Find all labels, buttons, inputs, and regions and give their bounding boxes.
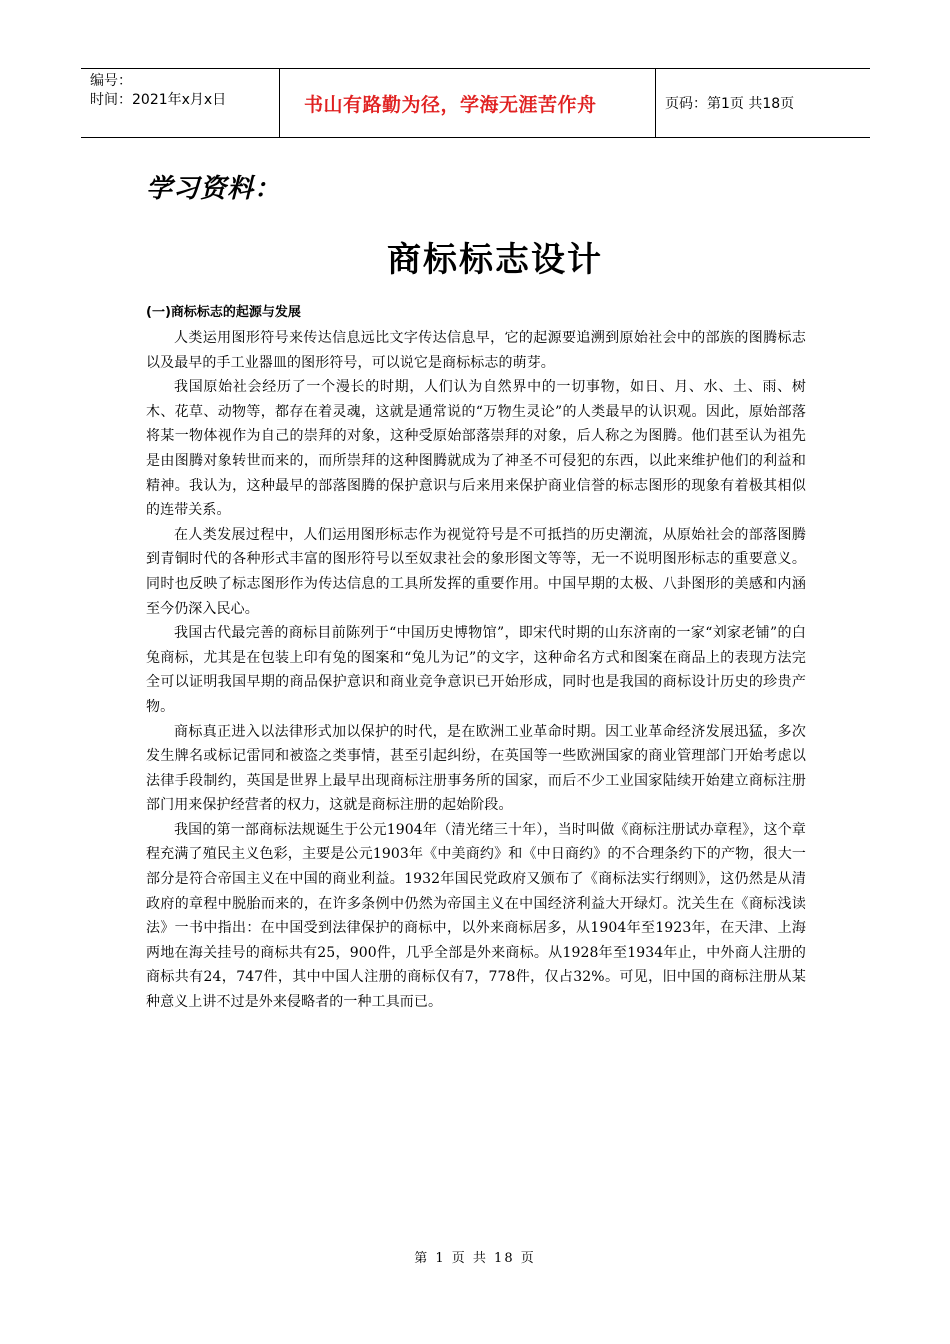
document-date: 时间：2021年x月x日 bbox=[90, 92, 227, 108]
section-heading: (一)商标标志的起源与发展 bbox=[146, 305, 301, 320]
document-header bbox=[81, 68, 870, 138]
page-title: 商标标志设计 bbox=[387, 240, 603, 280]
paragraph: 人类运用图形符号来传达信息远比文字传达信息早，它的起源要追溯到原始社会中的部族的图腾标志以及最早的手工业器皿的图形符号，可以说它是商标标志的萌芽。 bbox=[146, 330, 806, 371]
document-number-label: 编号： bbox=[90, 73, 132, 89]
paragraph: 在人类发展过程中，人们运用图形标志作为视觉符号是不可抵挡的历史潮流，从原始社会的部落图腾到青铜时代的各种形式丰富的图形符号以至奴隶社会的象形图文等等，无一不说明图形标志的重要意义。同时也反映了标志图形作为传达信息的工具所发挥的重要作用。中国早期的太极、八卦图形的美感和内涵至今仍深入民心。 bbox=[146, 526, 806, 617]
paragraph: 我国古代最完善的商标目前陈列于“中国历史博物馆”，即宋代时期的山东济南的一家“刘家老铺”的白兔商标，尤其是在包装上印有兔的图案和“兔儿为记”的文字，这种命名方式和图案在商品上的表现方法完全可以证明我国早期的商品保护意识和商业竞争意识已开始形成，同时也是我国的商标设计历史的珍贵产物。 bbox=[146, 625, 806, 715]
header-motto: 书山有路勤为径，学海无涯苦作舟 bbox=[280, 69, 656, 137]
paragraph: 我国的第一部商标法规诞生于公元1904年（清光绪三十年），当时叫做《商标注册试办章程》，这个章程充满了殖民主义色彩，主要是公元1903年《中美商约》和《中日商约》的不合理条约下的产物，很大一部分是符合帝国主义在中国的商业利益。1932年国民党政府又颁布了《商标法实行纲则》，这仍然是从清政府的章程中脱胎而来的，在许多条例中仍然为帝国主义在中国经济利益大开绿灯。沈关生在《商标浅读法》一书中指出：在中国受到法律保护的商标中，以外来商标居多，从1904年至1923年，在天津、上海两地在海关挂号的商标共有25，900件，几乎全部是外来商标。从1928年至1934年止，中外商人注册的商标共有24，747件，其中中国人注册的商标仅有7，778件，仅占32%。可见，旧中国的商标注册从某种意义上讲不过是外来侵略者的一种工具而已。 bbox=[146, 821, 806, 1011]
document-body bbox=[146, 301, 806, 1015]
page-footer: 第 1 页 共 18 页 bbox=[414, 1251, 536, 1266]
paragraph: 商标真正进入以法律形式加以保护的时代，是在欧洲工业革命时期。因工业革命经济发展迅猛，多次发生牌名或标记雷同和被盗之类事情，甚至引起纠纷，在英国等一些欧洲国家的商业管理部门开始考虑以法律手段制约，英国是世界上最早出现商标注册事务所的国家，而后不少工业国家陆续开始建立商标注册部门用来保护经营者的权力，这就是商标注册的起始阶段。 bbox=[146, 723, 806, 814]
header-page-info: 页码：第1页 共18页 bbox=[665, 96, 795, 112]
header-meta bbox=[81, 69, 280, 137]
study-material-label: 学习资料： bbox=[146, 174, 282, 204]
paragraph: 我国原始社会经历了一个漫长的时期，人们认为自然界中的一切事物，如日、月、水、土、雨、树木、花草、动物等，都存在着灵魂，这就是通常说的“万物生灵论”的人类最早的认识观。因此，原始部落将某一物体视作为自己的崇拜的对象，这种受原始部落崇拜的对象，后人称之为图腾。他们甚至认为祖先是由图腾对象转世而来的，而所崇拜的这种图腾就成为了神圣不可侵犯的东西，以此来维护他们的利益和精神。我认为，这种最早的部落图腾的保护意识与后来用来保护商业信誉的标志图形的现象有着极其相似的连带关系。 bbox=[146, 379, 806, 519]
